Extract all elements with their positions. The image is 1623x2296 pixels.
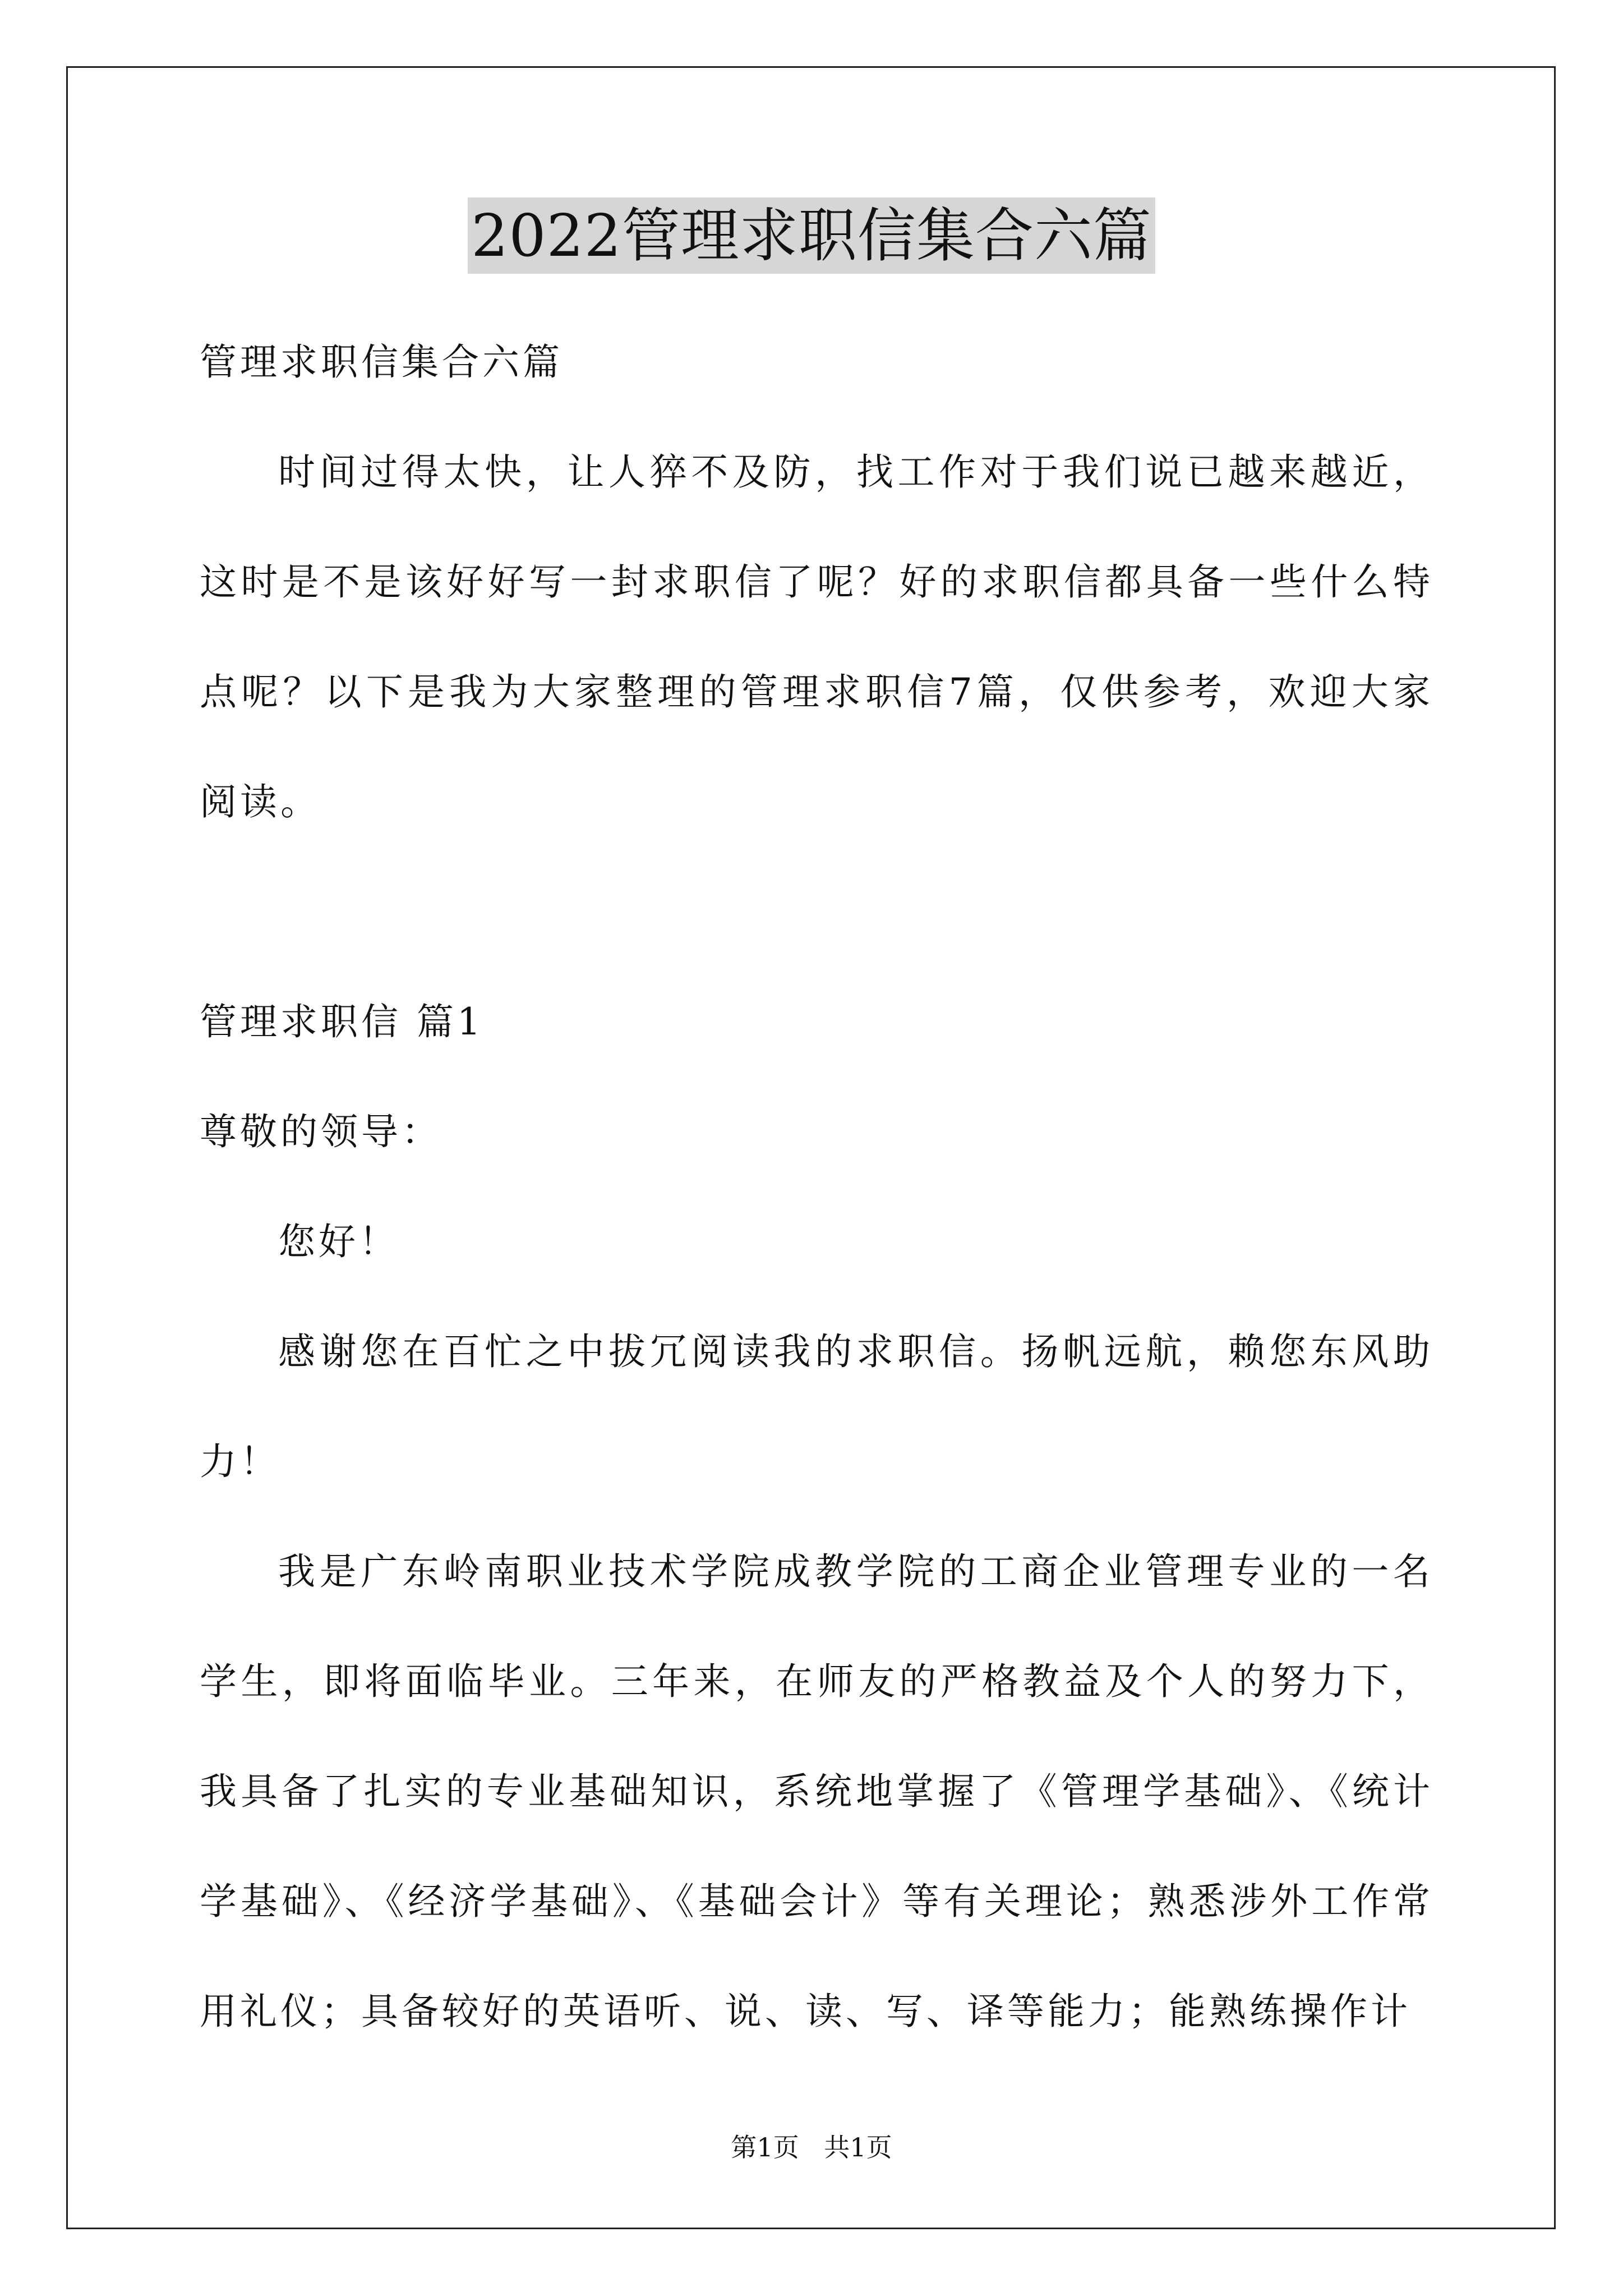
- document-title: 2022管理求职信集合六篇: [468, 197, 1155, 274]
- body-paragraph-2: 我是广东岭南职业技术学院成教学院的工商企业管理专业的一名学生，即将面临毕业。三年来，在师友的严格教益及个人的努力下，我具备了扎实的专业基础知识，系统地掌握了《管理学基础》、《统计学基础》、《经济学基础》、《基础会计》等有关理论；熟悉涉外工作常用礼仪；具备较好的英语听、说、读、写、译等能力；能熟练操作计: [200, 1550, 1433, 2033]
- intro-paragraph: 时间过得太快，让人猝不及防，找工作对于我们说已越来越近，这时是不是该好好写一封求职信了呢？好的求职信都具备一些什么特点呢？以下是我为大家整理的管理求职信7篇，仅供参考，欢迎大家阅读。: [200, 450, 1433, 823]
- document-body: [200, 307, 1433, 2067]
- subtitle: 管理求职信集合六篇: [200, 341, 563, 384]
- paragraph-gap: [200, 857, 1433, 967]
- title-container: [0, 197, 1623, 274]
- body-paragraph-1: 感谢您在百忙之中拔冗阅读我的求职信。扬帆远航，赖您东风助力！: [200, 1330, 1433, 1483]
- greeting: 您好！: [278, 1220, 399, 1263]
- salutation: 尊敬的领导：: [200, 1110, 442, 1153]
- page-footer: 第1页 共1页: [731, 2132, 892, 2162]
- section-heading: 管理求职信 篇1: [200, 1000, 484, 1043]
